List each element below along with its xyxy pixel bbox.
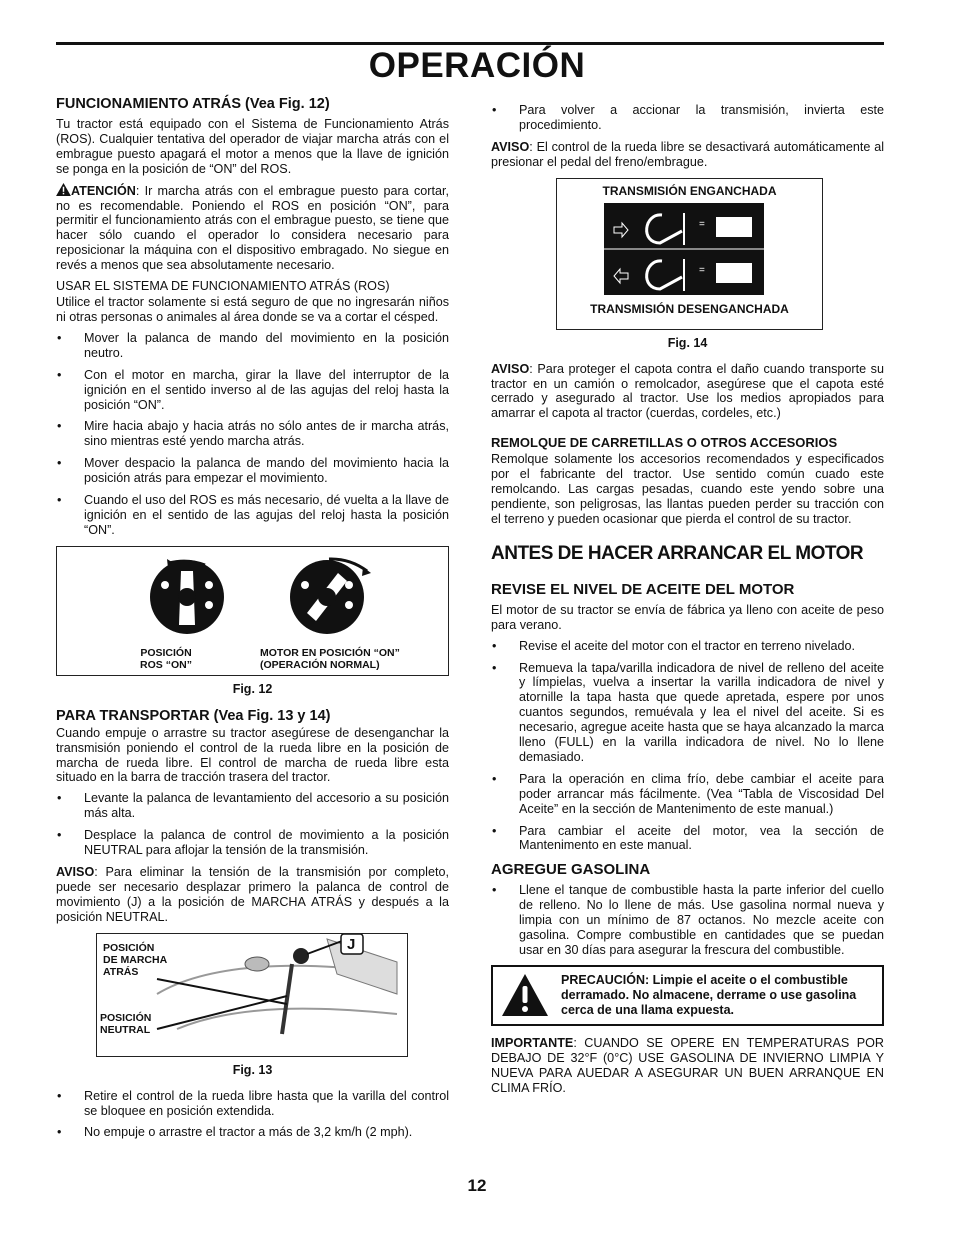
- page-number: 12: [467, 1176, 487, 1195]
- transport-paragraph: Cuando empuje o arrastre su tractor asegúrese de desenganchar la transmisión poniendo el control de la rueda libre en la posición de marcha de rueda libre. El control de marcha de rueda libre esta situado en la barra de tracción trasera del tractor.: [56, 725, 449, 785]
- aviso-paragraph-2: AVISO: Para proteger el capota contra el daño cuando transporte su tractor en un camión o remolcador, asegúrese que el capota esté cerrado y asegurado al tractor. Use los medios apropiados para amarrar el capota al tractor (cuerdas, cordeles, etc.): [491, 361, 884, 421]
- tow-heading: REMOLQUE DE CARRETILLAS O OTROS ACCESORIOS: [491, 435, 838, 451]
- fig14-top-label: TRANSMISIÓN ENGANCHADA: [602, 183, 777, 198]
- transport-heading: PARA TRANSPORTAR (Vea Fig. 13 y 14): [56, 707, 331, 724]
- caution-box: [491, 965, 884, 1026]
- warning-icon: [56, 183, 71, 196]
- atencion-paragraph: [56, 183, 449, 273]
- start-heading: ANTES DE HACER ARRANCAR EL MOTOR: [491, 542, 864, 564]
- list-item: • Revise el aceite del motor con el tractor en terreno nivelado.: [491, 639, 884, 654]
- end-bullet-list: [56, 1089, 449, 1141]
- svg-text:=: =: [699, 264, 705, 276]
- svg-text:=: =: [699, 218, 705, 230]
- list-item: • Mover la palanca de mando del movimiento en la posición neutro.: [56, 331, 449, 361]
- atencion-text: : Ir marcha atrás con el embrague puesto para cortar, no es recomendable. Poniendo el ROS en posición “ON”, para permitir el funcionamiento atrás con el embrague puesto, se tiene que hacer sólo cuando el operador lo considera necesario para reposicionar la máquina con el dispositivo embragado. No siegue en revés a menos que sea absolutamente necesario.: [56, 183, 449, 273]
- figure-14: [556, 178, 823, 330]
- ros-paragraph-1: Tu tractor está equipado con el Sistema de Funcionamiento Atrás (ROS). Cualquier tentativa del operador de viajar marcha atrás con el embrague puesto apagará el motor a menos que la llave de ignición se ponga en la posición de “ON” del ROS.: [56, 117, 449, 176]
- fig13-label-j: J: [347, 935, 356, 953]
- gas-bullet-list: [491, 883, 884, 958]
- fig14-bottom-label: TRANSMISIÓN DESENGANCHADA: [590, 301, 789, 316]
- oil-paragraph: El motor de su tractor se envía de fábrica ya lleno con aceite de peso para verano.: [491, 602, 884, 632]
- ros-heading: FUNCIONAMIENTO ATRÁS (Vea Fig. 12): [56, 96, 330, 112]
- list-item: • Mire hacia abajo y hacia atrás no sólo antes de ir marcha atrás, sino mientras esté yendo marcha atrás.: [56, 419, 449, 449]
- aviso-paragraph: AVISO: Para eliminar la tensión de la transmisión por completo, puede ser necesario desplazar primero la palanca de control de movimiento (J) a la posición de MARCHA ATRÁS y después a la posición NEUTRAL.: [56, 865, 449, 924]
- fig13-label-neutral: POSICIÓN NEUTRAL: [100, 1011, 152, 1036]
- figure-13: [96, 933, 408, 1057]
- ros-subheading: USAR EL SISTEMA DE FUNCIONAMIENTO ATRÁS (ROS): [56, 279, 390, 294]
- caution-text: PRECAUCIÓN: Limpie el aceite o el combustible derramado. No almacene, derrame o use gasolina cerca de una llama expuesta.: [561, 972, 857, 1017]
- header-rule: [56, 42, 884, 45]
- warning-triangle-icon: [501, 973, 549, 1017]
- right-column: [491, 103, 884, 1102]
- list-item: • Desplace la palanca de control de movimiento a la posición NEUTRAL para aflojar la tensión de la transmisión.: [56, 828, 449, 858]
- fig13-label-reverse: POSICIÓN DE MARCHA ATRÁS: [103, 941, 168, 978]
- ros-paragraph-2: Utilice el tractor solamente si está seguro de que no ingresarán niños ni otras personas o animales al área donde se va a cortar el césped.: [56, 295, 449, 324]
- fig12-label-ros: POSICIÓN ROS “ON”: [140, 646, 192, 671]
- fig12-label-normal: MOTOR EN POSICIÓN “ON” (OPERACIÓN NORMAL): [260, 646, 400, 671]
- list-item: • Para la operación en clima frío, debe cambiar el aceite para poder arrancar más fácilmente. (Vea “Tabla de Viscosidad Del Aceite” en la sección de Mantenimento de este manual.): [491, 772, 884, 817]
- list-item: • Para volver a accionar la transmisión, invierta este procedimiento.: [491, 103, 884, 133]
- figure-12: [56, 546, 449, 676]
- list-item: • Retire el control de la rueda libre hasta que la varilla del control se bloquee en posición extendida.: [56, 1089, 449, 1119]
- list-item: • Levante la palanca de levantamiento del accesorio a su posición más alta.: [56, 791, 449, 821]
- list-item: • No empuje o arrastre el tractor a más de 3,2 km/h (2 mph).: [56, 1125, 449, 1140]
- atencion-label: ATENCIÓN: [71, 183, 136, 198]
- gas-heading: AGREGUE GASOLINA: [491, 861, 651, 879]
- list-item: • Remueva la tapa/varilla indicadora de nivel de relleno del aceite y límpielas, vuelva a insertar la varilla indicadora de nivel y atornille la tapa hasta que quede apretada, espere por unos cuantos segundos, remuévala y lea el nivel del aceite. Si es necesario, agregue aceite hasta que se haya alcanzado la marca lleno (FULL) en la varilla indicadora de nivel. No lo llene demasiado.: [491, 661, 884, 765]
- list-item: • Llene el tanque de combustible hasta la parte inferior del cuello de relleno. No lo llene de más. Use gasolina normal nueva y limpia con un mínimo de 87 octanos. No mezcle aceite con gasolina. Compre combustible en cantidades que se puedan usar en 30 días para asegurar la frescura del combustible.: [491, 883, 884, 958]
- importante-paragraph: IMPORTANTE: CUANDO SE OPERE EN TEMPERATURAS POR DEBAJO DE 32°F (0°C) USE GASOLINA DE INVIERNO LIMPIA Y NUEVA PARA AUEDAR A ASEGURAR UN BUEN ARRANQUE EN CLIMA FRÍO.: [491, 1035, 884, 1095]
- list-item: • Mover despacio la palanca de mando del movimiento hacia la posición atrás para empezar el movimiento.: [56, 456, 449, 486]
- oil-heading: REVISE EL NIVEL DE ACEITE DEL MOTOR: [491, 580, 795, 598]
- fig13-caption: Fig. 13: [232, 1062, 273, 1077]
- ros-bullet-list: [56, 331, 449, 538]
- fig12-caption: Fig. 12: [232, 681, 273, 696]
- list-item: • Con el motor en marcha, girar la llave del interruptor de la ignición en el sentido inverso al de las agujas del reloj hasta la posición “ON”.: [56, 368, 449, 413]
- transport-bullet-list: [56, 791, 449, 858]
- left-column: [56, 96, 449, 1147]
- oil-bullet-list: [491, 639, 884, 854]
- list-item: • Cuando el uso del ROS es más necesario, dé vuelta a la llave de ignición en el sentido de las agujas del reloj hasta la posición “ON”.: [56, 493, 449, 538]
- fig14-caption: Fig. 14: [667, 335, 708, 350]
- list-item: • Para cambiar el aceite del motor, vea la sección de Mantenimento en este manual.: [491, 824, 884, 854]
- transmission-icons-panel: [604, 203, 764, 295]
- aviso-paragraph-1: AVISO: El control de la rueda libre se desactivará automáticamente al presionar el pedal del freno/embrague.: [491, 139, 884, 169]
- page-title: OPERACIÓN: [368, 46, 586, 85]
- tow-paragraph: Remolque solamente los accesorios recomendados y especificados por el fabricante del tractor. Use sentido común cuado este remolcando. Las cargas pesadas, cuando este yendo sobre una pendiente, son peligrosas, las llantas pueden perder su tracción con el terreno y pueden ocasionar que pierda el control de su tractor.: [491, 452, 884, 526]
- top-bullet-list: [491, 103, 884, 133]
